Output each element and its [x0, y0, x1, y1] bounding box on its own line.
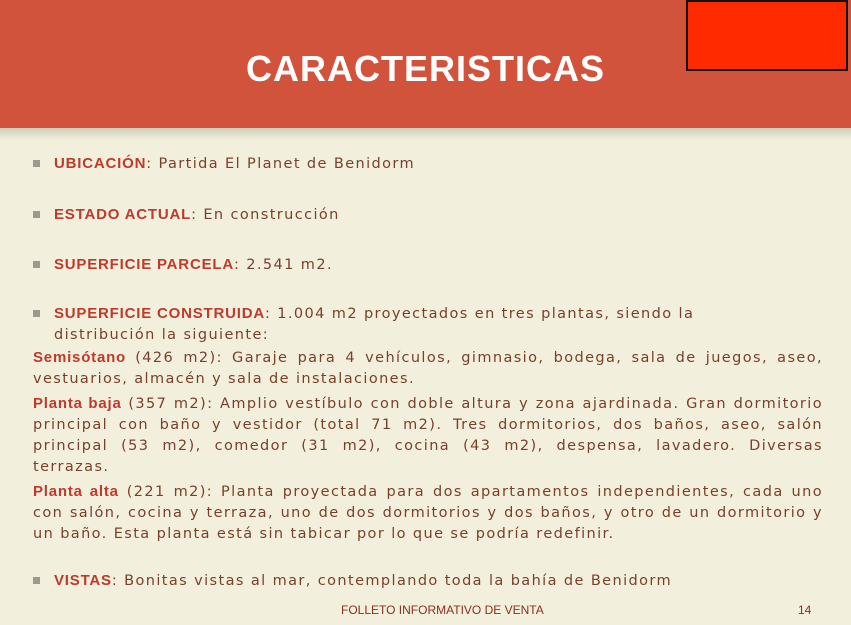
bullet-text: : Bonitas vistas al mar, contemplando toda la bahía de Benidorm — [111, 573, 673, 589]
bullet-key: SUPERFICIE CONSTRUIDA — [54, 305, 265, 322]
floor-key: Semisótano — [33, 349, 127, 366]
floor-planta-alta — [33, 481, 823, 545]
bullet-text: : 1.004 m2 proyectados en tres plantas, siendo la distribución la siguiente: — [54, 306, 695, 343]
bullet-key: ESTADO ACTUAL — [54, 206, 192, 223]
bullet-text: : 2.541 m2. — [233, 257, 333, 273]
floor-text: (221 m2): Planta proyectada para dos apartamentos independientes, cada uno con salón, cocina y terraza, uno de dos dormitorios y dos baños, y otro de un dormitorio y un baño. Esta planta está sin tabicar por lo que se podría redefinir. — [33, 484, 823, 542]
bullet-square-icon — [33, 211, 40, 218]
bullet-key: SUPERFICIE PARCELA — [54, 256, 234, 273]
floor-text: (426 m2): Garaje para 4 vehículos, gimnasio, bodega, sala de juegos, aseo, vestuarios, almacén y sala de instalaciones. — [33, 350, 823, 387]
floor-planta-baja — [33, 393, 823, 478]
footer-text: FOLLETO INFORMATIVO DE VENTA — [341, 603, 544, 617]
slide-title: CARACTERISTICAS — [245, 48, 605, 89]
bullet-square-icon — [33, 160, 40, 167]
header-shadow — [0, 128, 851, 140]
bullet-square-icon — [33, 577, 40, 584]
page-number: 14 — [798, 603, 812, 617]
bullet-text: : Partida El Planet de Benidorm — [146, 156, 416, 172]
bullet-square-icon — [33, 310, 40, 317]
floor-text: (357 m2): Amplio vestíbulo con doble altura y zona ajardinada. Gran dormitorio principal con baño y vestidor (total 71 m2). Tres dormitorios, dos baños, aseo, salón principal (53 m2), comedor (31 m2), cocina (43 m2), despensa, lavadero. Diversas terrazas. — [33, 396, 823, 475]
floor-key: Planta alta — [33, 483, 119, 500]
floor-key: Planta baja — [33, 395, 122, 412]
bullet-key: VISTAS — [54, 572, 112, 589]
bullet-text: : En construcción — [191, 207, 340, 223]
bullet-key: UBICACIÓN — [54, 155, 147, 172]
red-rectangle — [686, 0, 848, 71]
floor-semisotano — [33, 347, 823, 390]
bullet-square-icon — [33, 261, 40, 268]
